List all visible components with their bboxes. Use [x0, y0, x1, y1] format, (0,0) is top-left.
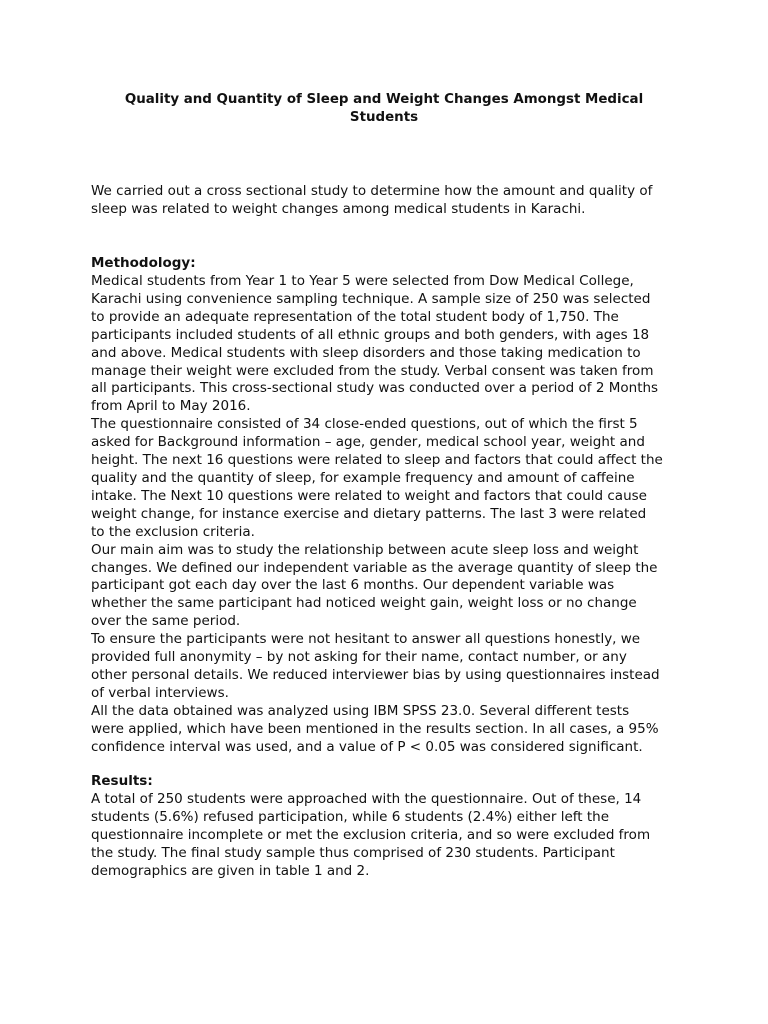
methodology-line: quality and the quantity of sleep, for example frequency and amount of caffeine — [91, 469, 635, 486]
results-line: A total of 250 students were approached with the questionnaire. Out of these, 14 — [91, 791, 642, 807]
document-title — [90, 91, 678, 127]
title-line: Students — [349, 110, 419, 125]
intro-paragraph — [91, 183, 683, 219]
methodology-line: To ensure the participants were not hesitant to answer all questions honestly, we — [91, 631, 641, 648]
methodology-line: intake. The Next 10 questions were related to weight and factors that could cause — [91, 487, 647, 504]
intro-line: We carried out a cross sectional study to determine how the amount and quality of — [91, 183, 653, 199]
methodology-line: whether the same participant had noticed weight gain, weight loss or no change — [91, 595, 637, 612]
methodology-line: other personal details. We reduced interviewer bias by using questionnaires instead — [91, 666, 660, 683]
results-line: students (5.6%) refused participation, while 6 students (2.4%) either left the — [91, 808, 610, 825]
methodology-line: height. The next 16 questions were related to sleep and factors that could affect the — [91, 452, 663, 469]
methodology-line: participants included students of all ethnic groups and both genders, with ages 18 — [91, 326, 650, 343]
methodology-line: All the data obtained was analyzed using IBM SPSS 23.0. Several different tests — [91, 702, 630, 719]
methodology-line: over the same period. — [91, 613, 241, 630]
methodology-line: manage their weight were excluded from the study. Verbal consent was taken from — [91, 362, 654, 379]
results-body — [91, 791, 683, 881]
methodology-heading: Methodology: — [91, 255, 196, 271]
methodology-line: Medical students from Year 1 to Year 5 were selected from Dow Medical College, — [91, 273, 634, 289]
methodology-line: asked for Background information – age, gender, medical school year, weight and — [91, 434, 645, 451]
intro-line: sleep was related to weight changes among medical students in Karachi. — [91, 200, 586, 217]
methodology-line: participant got each day over the last 6 months. Our dependent variable was — [91, 577, 615, 594]
methodology-line: from April to May 2016. — [91, 398, 251, 415]
methodology-line: confidence interval was used, and a value of P < 0.05 was considered significant. — [91, 738, 643, 755]
methodology-line: Karachi using convenience sampling technique. A sample size of 250 was selected — [91, 290, 651, 307]
methodology-line: and above. Medical students with sleep disorders and those taking medication to — [91, 344, 641, 361]
methodology-line: to the exclusion criteria. — [91, 523, 255, 540]
results-line: questionnaire incomplete or met the exclusion criteria, and so were excluded from — [91, 826, 651, 843]
methodology-line: The questionnaire consisted of 34 close-ended questions, out of which the first 5 — [91, 416, 638, 433]
methodology-line: Our main aim was to study the relationship between acute sleep loss and weight — [91, 541, 639, 558]
results-line: the study. The final study sample thus comprised of 230 students. Participant — [91, 844, 615, 861]
methodology-body — [91, 273, 683, 756]
methodology-line: to provide an adequate representation of the total student body of 1,750. The — [91, 308, 619, 325]
results-heading: Results: — [91, 773, 153, 789]
methodology-line: all participants. This cross-sectional study was conducted over a period of 2 Months — [91, 380, 659, 397]
methodology-line: provided full anonymity – by not asking for their name, contact number, or any — [91, 649, 627, 666]
title-line: Quality and Quantity of Sleep and Weight Changes Amongst Medical — [124, 92, 644, 107]
results-line: demographics are given in table 1 and 2. — [91, 862, 370, 879]
methodology-line: weight change, for instance exercise and dietary patterns. The last 3 were related — [91, 505, 647, 522]
methodology-line: of verbal interviews. — [91, 684, 229, 701]
methodology-line: changes. We defined our independent variable as the average quantity of sleep the — [91, 559, 658, 576]
methodology-line: were applied, which have been mentioned in the results section. In all cases, a 95% — [91, 720, 659, 737]
